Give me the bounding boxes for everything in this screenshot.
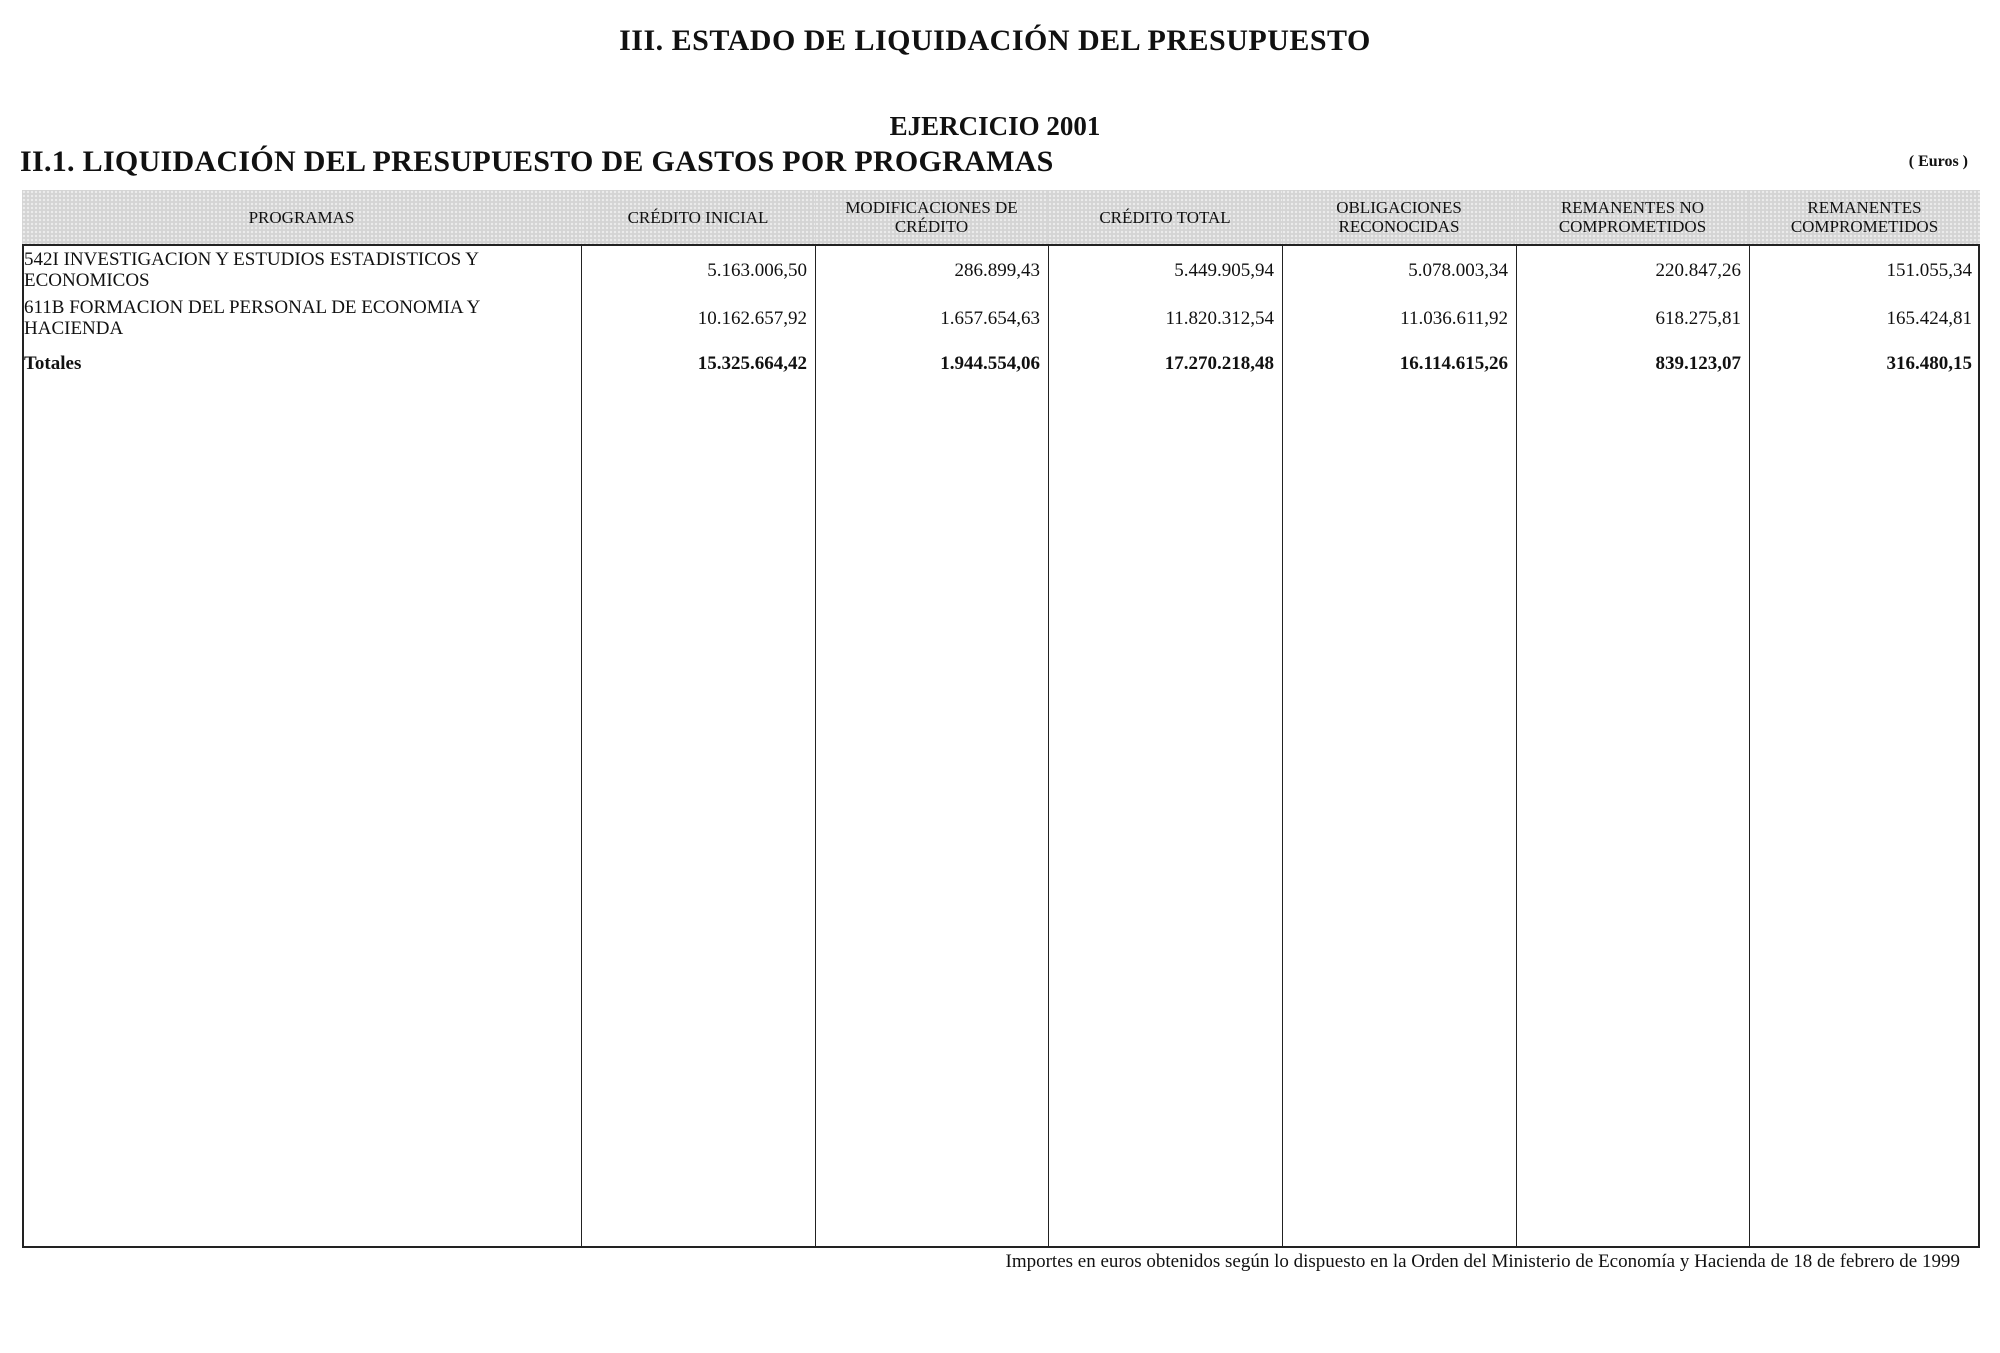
total-obligaciones: 16.114.615,26 — [1399, 353, 1508, 374]
cell-credito-inicial: 10.162.657,92 — [697, 308, 807, 329]
total-remanentes-comp: 316.480,15 — [1886, 353, 1972, 374]
section-title: II.1. LIQUIDACIÓN DEL PRESUPUESTO DE GASTOS POR PROGRAMAS — [20, 145, 1054, 178]
cell-obligaciones: 5.078.003,34 — [1408, 260, 1508, 281]
footnote: Importes en euros obtenidos según lo dispuesto en la Orden del Ministerio de Economía y Hacienda de 18 de febrero de 1999 — [1005, 1251, 1960, 1272]
total-credito-inicial: 15.325.664,42 — [697, 353, 807, 374]
table-row — [22, 245, 1980, 294]
header-programas: PROGRAMAS — [22, 190, 581, 245]
header-remanentes-no: REMANENTES NO COMPROMETIDOS — [1516, 190, 1749, 245]
totals-row — [22, 342, 1980, 384]
header-remanentes-comp: REMANENTES COMPROMETIDOS — [1749, 190, 1980, 245]
header-credito-inicial: CRÉDITO INICIAL — [581, 190, 815, 245]
total-modificaciones: 1.944.554,06 — [940, 353, 1040, 374]
budget-table — [22, 190, 1980, 384]
cell-remanentes-comp: 165.424,81 — [1886, 308, 1972, 329]
cell-credito-inicial: 5.163.006,50 — [707, 260, 807, 281]
cell-modificaciones: 286.899,43 — [954, 260, 1040, 281]
cell-programa: 542I INVESTIGACION Y ESTUDIOS ESTADISTICOS Y ECONOMICOS — [24, 249, 479, 291]
cell-programa: 611B FORMACION DEL PERSONAL DE ECONOMIA Y HACIENDA — [24, 297, 480, 339]
cell-remanentes-no: 618.275,81 — [1655, 308, 1741, 329]
cell-credito-total: 5.449.905,94 — [1174, 260, 1274, 281]
cell-obligaciones: 11.036.611,92 — [1400, 308, 1508, 329]
cell-remanentes-comp: 151.055,34 — [1886, 260, 1972, 281]
units-label: ( Euros ) — [1908, 153, 1968, 170]
main-title: III. ESTADO DE LIQUIDACIÓN DEL PRESUPUESTO — [619, 24, 1371, 57]
totals-label: Totales — [24, 352, 82, 374]
header-obligaciones: OBLIGACIONES RECONOCIDAS — [1282, 190, 1516, 245]
total-credito-total: 17.270.218,48 — [1164, 353, 1274, 374]
exercise-year: EJERCICIO 2001 — [889, 111, 1101, 141]
header-credito-total: CRÉDITO TOTAL — [1048, 190, 1282, 245]
cell-modificaciones: 1.657.654,63 — [940, 308, 1040, 329]
table-row — [22, 294, 1980, 342]
header-modificaciones: MODIFICACIONES DE CRÉDITO — [815, 190, 1048, 245]
cell-credito-total: 11.820.312,54 — [1165, 308, 1274, 329]
cell-remanentes-no: 220.847,26 — [1655, 260, 1741, 281]
total-remanentes-no: 839.123,07 — [1655, 353, 1741, 374]
table-header-row — [22, 190, 1980, 245]
